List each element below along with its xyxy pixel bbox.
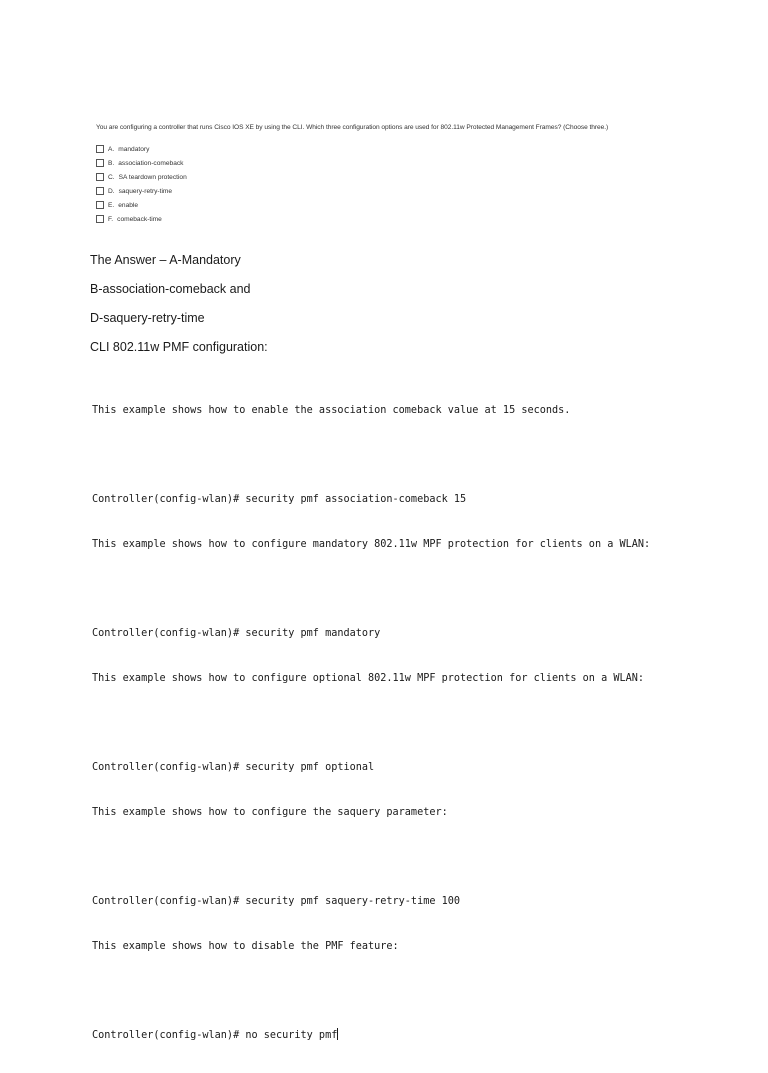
cli-comment: This example shows how to configure optional 802.11w MPF protection for clients on a WLAN: xyxy=(92,673,645,684)
option-letter: F. xyxy=(108,215,114,223)
option-label: comeback-time xyxy=(117,215,162,223)
cli-spacer xyxy=(92,850,650,864)
option-label: enable xyxy=(118,201,139,209)
cli-comment: This example shows how to enable the association comeback value at 15 seconds. xyxy=(92,405,571,416)
cli-examples xyxy=(92,373,650,1073)
checkbox-icon[interactable] xyxy=(96,159,104,167)
answer-line-b: B-association-comeback and xyxy=(90,282,251,296)
cli-command: Controller(config-wlan)# security pmf optional xyxy=(92,762,375,773)
option-letter: E. xyxy=(108,201,115,209)
checkbox-icon[interactable] xyxy=(96,173,104,181)
option-c[interactable] xyxy=(96,170,396,184)
cli-spacer xyxy=(92,582,650,596)
cli-comment: This example shows how to configure mandatory 802.11w MPF protection for clients on a WLAN: xyxy=(92,539,651,550)
option-b[interactable] xyxy=(96,156,396,170)
cli-command: Controller(config-wlan)# security pmf association-comeback 15 xyxy=(92,494,467,505)
option-label: mandatory xyxy=(118,145,150,153)
cli-spacer xyxy=(92,448,650,462)
cli-command: Controller(config-wlan)# no security pmf xyxy=(92,1030,338,1041)
cli-command-last xyxy=(92,1028,650,1043)
answer-line-d: D-saquery-retry-time xyxy=(90,311,205,325)
option-label: association-comeback xyxy=(118,159,184,167)
cli-comment: This example shows how to disable the PMF feature: xyxy=(92,941,399,952)
option-a[interactable] xyxy=(96,142,396,156)
option-f[interactable] xyxy=(96,212,396,226)
option-label: saquery-retry-time xyxy=(118,187,173,195)
option-letter: D. xyxy=(108,187,115,195)
checkbox-icon[interactable] xyxy=(96,215,104,223)
option-d[interactable] xyxy=(96,184,396,198)
checkbox-icon[interactable] xyxy=(96,187,104,195)
option-e[interactable] xyxy=(96,198,396,212)
cli-command: Controller(config-wlan)# security pmf saquery-retry-time 100 xyxy=(92,896,461,907)
cli-command: Controller(config-wlan)# security pmf mandatory xyxy=(92,628,381,639)
answer-explanation xyxy=(90,252,268,368)
option-letter: A. xyxy=(108,145,115,153)
checkbox-icon[interactable] xyxy=(96,145,104,153)
cli-spacer xyxy=(92,716,650,730)
checkbox-icon[interactable] xyxy=(96,201,104,209)
cli-section-heading: CLI 802.11w PMF configuration: xyxy=(90,340,268,354)
option-label: SA teardown protection xyxy=(118,173,187,181)
option-letter: B. xyxy=(108,159,115,167)
cli-spacer xyxy=(92,984,650,998)
question-text: You are configuring a controller that runs Cisco IOS XE by using the CLI. Which three configuration options are used for 802.11w Protected Management Frames? (Choose three.) xyxy=(96,124,609,131)
cli-comment: This example shows how to configure the saquery parameter: xyxy=(92,807,448,818)
answer-options xyxy=(96,142,396,226)
answer-heading: The Answer – A-Mandatory xyxy=(90,253,241,267)
text-cursor xyxy=(337,1028,338,1040)
option-letter: C. xyxy=(108,173,115,181)
